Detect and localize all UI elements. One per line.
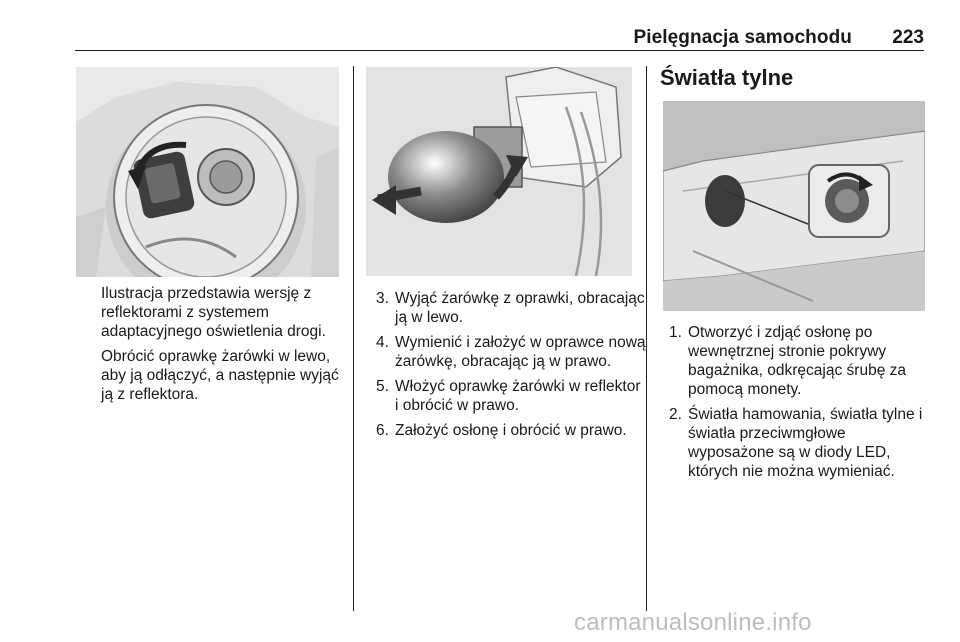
list-item: 3. Wyjąć żarówkę z oprawki, obracając ją w lewo. xyxy=(376,290,645,326)
section-title: Światła tylne xyxy=(660,65,794,90)
page-number: 223 xyxy=(892,27,924,48)
page-header xyxy=(75,26,924,51)
caption-paragraph: Ilustracja przedstawia wersję z reflektorami z systemem adaptacyjnego oświetlenia drogi. xyxy=(101,285,326,340)
tailgate-cover-screw-illustration-icon xyxy=(663,101,925,311)
list-item: 5. Włożyć oprawkę żarówki w reflektor i obrócić w prawo. xyxy=(376,378,641,414)
caption-paragraph: Obrócić oprawkę żarówki w lewo, aby ją odłączyć, a następnie wyjąć ją z reflektora. xyxy=(101,348,339,403)
header-title: Pielęgnacja samochodu xyxy=(633,27,852,48)
bulb-removal-illustration-icon xyxy=(366,67,632,276)
headlamp-bulb-holder-illustration-icon xyxy=(76,67,339,277)
list-item: 2. Światła hamowania, światła tylne i światła przeciwmgłowe wyposażone są w diody LED, których nie można wymieniać. xyxy=(669,406,923,480)
figure-caption xyxy=(101,284,349,410)
steps-column-2 xyxy=(376,289,646,446)
list-item: 4. Wymienić i założyć w oprawce nową żarówkę, obracając ją w prawo. xyxy=(376,334,646,370)
list-item: 1. Otworzyć i zdjąć osłonę po wewnętrznej stronie pokrywy bagażnika, odkręcając śrubę za pomocą monety. xyxy=(669,324,906,398)
watermark: carmanualsonline.info xyxy=(574,609,812,636)
list-item: 6. Założyć osłonę i obrócić w prawo. xyxy=(376,422,627,439)
steps-column-3 xyxy=(669,323,929,487)
column-divider xyxy=(353,66,354,611)
column-divider xyxy=(646,66,647,611)
